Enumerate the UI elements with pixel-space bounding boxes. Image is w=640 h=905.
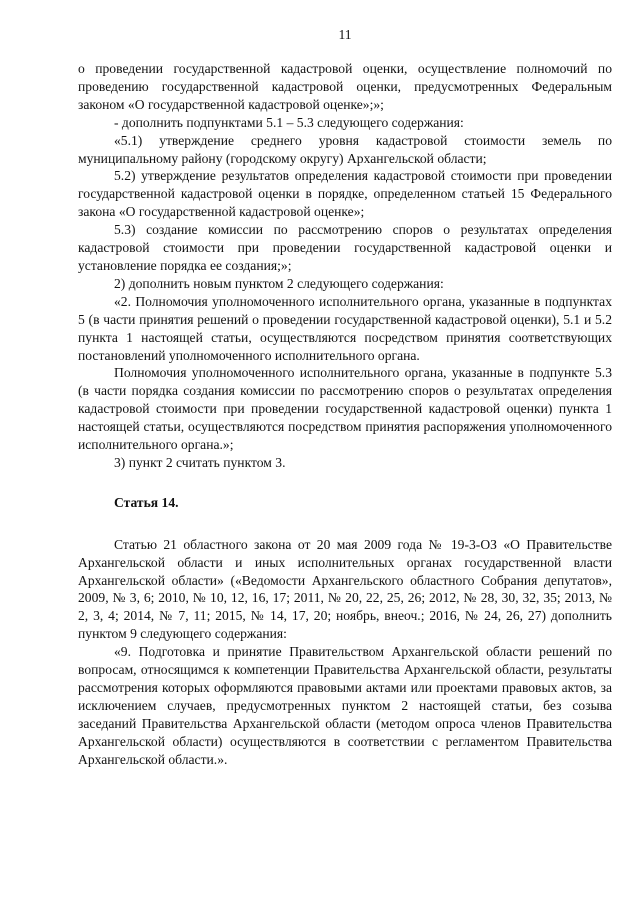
paragraph-2: - дополнить подпунктами 5.1 – 5.3 следующего содержания: (114, 114, 464, 130)
amendments-block (78, 60, 612, 472)
paragraph-4: 5.2) утверждение результатов определения кадастровой стоимости при проведении государственной кадастровой оценки в порядке, определенном статьей 15 Федерального закона «О государственной кадастровой оценке»; (78, 168, 612, 220)
article-14-paragraph-1: Статью 21 областного закона от 20 мая 2009 года № 19-3-ОЗ «О Правительстве Архангельской области и иных исполнительных органах государственной власти Архангельской области» («Ведомости Архангельского областного Собрания депутатов», 2009, № 3, 6; 2010, № 10, 12, 16, 17; 2011, № 20, 22, 25, 26; 2012, № 28, 30, 32, 35; 2013, № 2, 3, 4; 2014, № 7, 11; 2015, № 14, 17, 20; ноябрь, внеоч.; 2016, № 24, 26, 27) дополнить пунктом 9 следующего содержания: (78, 536, 612, 642)
paragraph-1: о проведении государственной кадастровой оценки, осуществление полномочий по проведению государственной кадастровой оценки, предусмотренных Федеральным законом «О государственной кадастровой оценке»;»; (78, 61, 612, 112)
paragraph-9: 3) пункт 2 считать пунктом 3. (114, 454, 286, 470)
document-page (78, 26, 612, 769)
article-14-paragraph-2: «9. Подготовка и принятие Правительством Архангельской области решений по вопросам, относящимся к компетенции Правительства Архангельской области, результаты рассмотрения которых оформляются правовыми актами или проектами правовых актов, за исключением случаев, предусмотренных пунктом 2 настоящей статьи, без созыва заседаний Правительства Архангельской области (методом опроса членов Правительства Архангельской области) осуществляются в соответствии с регламентом Правительства Архангельской области.». (78, 644, 612, 767)
page-number: 11 (338, 27, 352, 42)
paragraph-6: 2) дополнить новым пунктом 2 следующего содержания: (114, 275, 444, 291)
article-heading: Статья 14. (114, 494, 179, 510)
paragraph-8: Полномочия уполномоченного исполнительного органа, указанные в подпункте 5.3 (в части порядка создания комиссии по рассмотрению споров о результатах определения кадастровой стоимости при проведении государственной кадастровой оценки) пункта 1 настоящей статьи, осуществляются посредством принятия распоряжения уполномоченного исполнительного органа.»; (78, 365, 612, 453)
paragraph-3: «5.1) утверждение среднего уровня кадастровой стоимости земель по муниципальному району (городскому округу) Архангельской области; (78, 132, 612, 166)
article-14-block (78, 536, 612, 769)
paragraph-5: 5.3) создание комиссии по рассмотрению споров о результатах определения кадастровой стоимости при проведении государственной кадастровой оценки и установление порядка ее создания;»; (78, 222, 612, 273)
paragraph-7: «2. Полномочия уполномоченного исполнительного органа, указанные в подпунктах 5 (в части принятия решений о проведении государственной кадастровой оценки), 5.1 и 5.2 пункта 1 настоящей статьи, осуществляются посредством принятия соответствующих постановлений уполномоченного исполнительного органа. (78, 293, 612, 363)
